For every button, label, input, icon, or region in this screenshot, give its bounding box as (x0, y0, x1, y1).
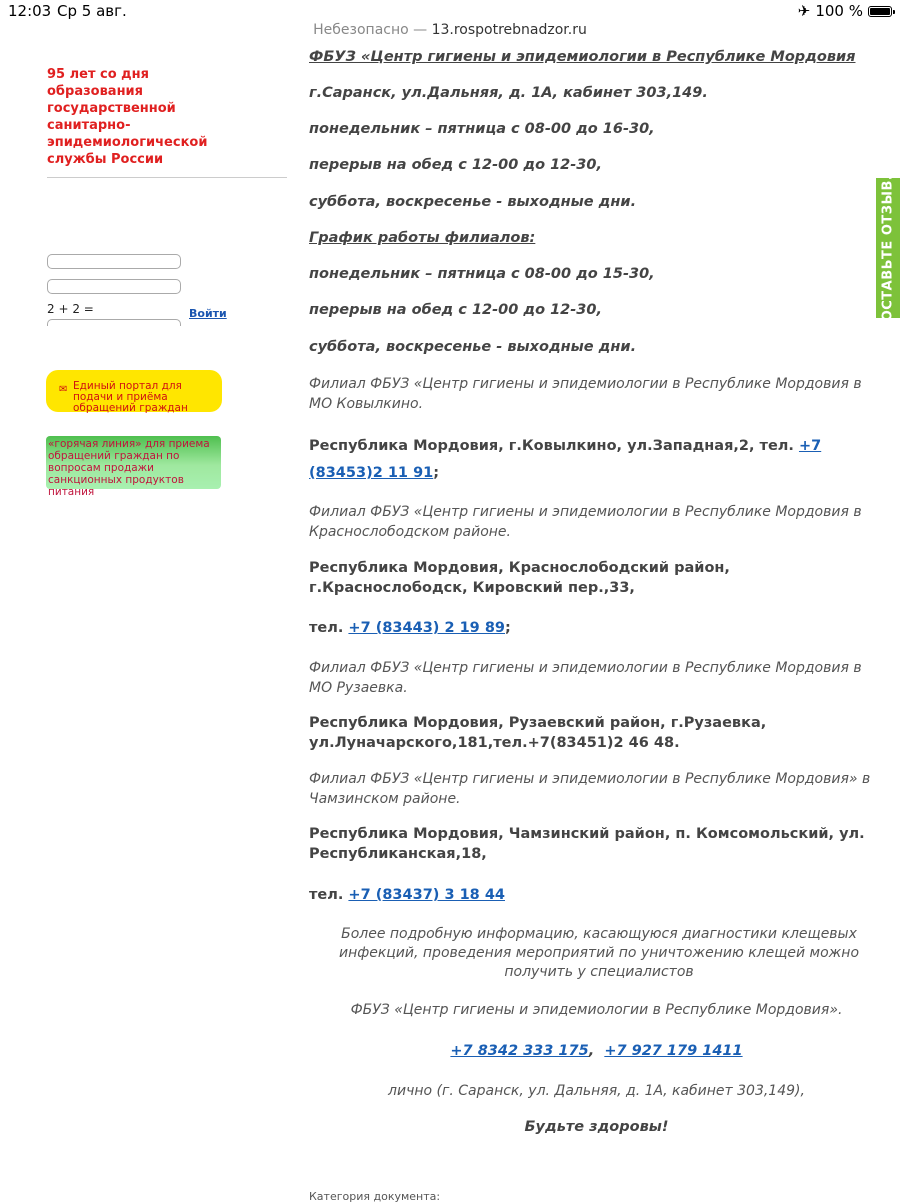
lunch-break: перерыв на обед с 12-00 до 12-30, (309, 157, 602, 173)
closing-text: Будьте здоровы! (524, 1119, 669, 1135)
org-title: ФБУЗ «Центр гигиены и эпидемиологии в Республике Мордовия (309, 49, 856, 65)
branch4-name: Филиал ФБУЗ «Центр гигиены и эпидемиологии в Республике Мордовия» в Чамзинском районе. (309, 771, 871, 807)
hotline-button-label: «горячая линия» для приема обращений граждан по вопросам продажи санкционных продуктов питания (48, 438, 210, 498)
branch4-phone-link[interactable]: +7 (83437) 3 18 44 (348, 887, 505, 903)
password-field[interactable] (47, 279, 181, 294)
airplane-icon: ✈ (797, 2, 811, 20)
mail-icon: ✉ (59, 384, 68, 395)
captcha-field[interactable] (47, 319, 181, 326)
sidebar-divider (47, 177, 287, 178)
branch-weekend-days: суббота, воскресенье - выходные дни. (309, 339, 637, 355)
branch1-address-text: Республика Мордовия, г.Ковылкино, ул.Западная,2, тел. (309, 438, 799, 454)
in-person-address: лично (г. Саранск, ул. Дальняя, д. 1А, кабинет 303,149), (388, 1083, 805, 1099)
branch4-tel-label: тел. (309, 887, 349, 903)
status-right (798, 2, 892, 20)
contact-phone2-link[interactable]: +7 927 179 1411 (604, 1043, 743, 1059)
branch2-tel-label: тел. (309, 620, 349, 636)
branch2-phone-line: тел. +7 (83443) 2 19 89; (309, 620, 511, 636)
branch2-address: Республика Мордовия, Краснослободский район, г.Краснослободск, Кировский пер.,33, (309, 560, 730, 596)
login-field[interactable] (47, 254, 181, 269)
hours-weekdays: понедельник – пятница с 08-00 до 16-30, (309, 121, 655, 137)
info-text: Более подробную информацию, касающуюся диагностики клещевых инфекций, проведения мероприятий по уничтожению клещей можно получить у специалистов (338, 926, 860, 980)
contact-separator: , (588, 1043, 595, 1059)
status-date: Ср 5 авг. (57, 2, 127, 20)
anniversary-link[interactable]: 95 лет со дня образования государственной санитарно-эпидемиологической службы России (47, 67, 208, 167)
branch4-address: Республика Мордовия, Чамзинский район, п. Комсомольский, ул. Республиканская,18, (309, 826, 865, 862)
branch2-phone-link[interactable]: +7 (83443) 2 19 89 (348, 620, 505, 636)
captcha-question: 2 + 2 = (47, 302, 94, 316)
status-time: 12:03 (8, 2, 52, 20)
battery-icon (868, 6, 892, 17)
url-bar[interactable] (0, 22, 900, 44)
url-domain: 13.rospotrebnadzor.ru (431, 22, 587, 38)
login-button[interactable]: Войти (189, 307, 227, 320)
branch1-name: Филиал ФБУЗ «Центр гигиены и эпидемиологии в Республике Мордовия в МО Ковылкино. (309, 376, 862, 412)
branch1-address: Республика Мордовия, г.Ковылкино, ул.Западная,2, тел. +7 (83453)2 11 91; (309, 438, 822, 481)
portal-button-label: Единый портал для подачи и приёма обращений граждан (73, 380, 188, 414)
contact-phones (309, 1041, 884, 1061)
branch2-name: Филиал ФБУЗ «Центр гигиены и эпидемиологии в Республике Мордовия в Краснослободском районе. (309, 504, 862, 540)
insecure-label: Небезопасно — (313, 22, 428, 38)
battery-percent: 100 % (815, 2, 863, 20)
category-label: Категория документа: (309, 1190, 441, 1203)
status-bar (0, 0, 900, 22)
branches-heading: График работы филиалов: (309, 230, 536, 246)
info-org: ФБУЗ «Центр гигиены и эпидемиологии в Республике Мордовия». (350, 1002, 843, 1018)
branch3-address: Республика Мордовия, Рузаевский район, г.Рузаевка, ул.Луначарского,181,тел.+7(83451)2 46 48. (309, 715, 767, 751)
citizen-portal-button[interactable] (46, 370, 222, 412)
branch-lunch-break: перерыв на обед с 12-00 до 12-30, (309, 302, 602, 318)
branch1-phone-link[interactable]: +7 (83453)2 11 91 (309, 438, 822, 481)
branch-hours-weekdays: понедельник – пятница с 08-00 до 15-30, (309, 266, 655, 282)
main-address: г.Саранск, ул.Дальняя, д. 1А, кабинет 303,149. (309, 85, 708, 101)
weekend-days: суббота, воскресенье - выходные дни. (309, 194, 637, 210)
contact-phone1-link[interactable]: +7 8342 333 175 (450, 1043, 589, 1059)
branch4-phone-line (309, 885, 889, 905)
branch3-name: Филиал ФБУЗ «Центр гигиены и эпидемиологии в Республике Мордовия в МО Рузаевка. (309, 660, 862, 696)
feedback-tab-label: ОСТАВЬТЕ ОТЗЫВ. (880, 174, 896, 322)
hotline-button[interactable] (46, 436, 221, 498)
